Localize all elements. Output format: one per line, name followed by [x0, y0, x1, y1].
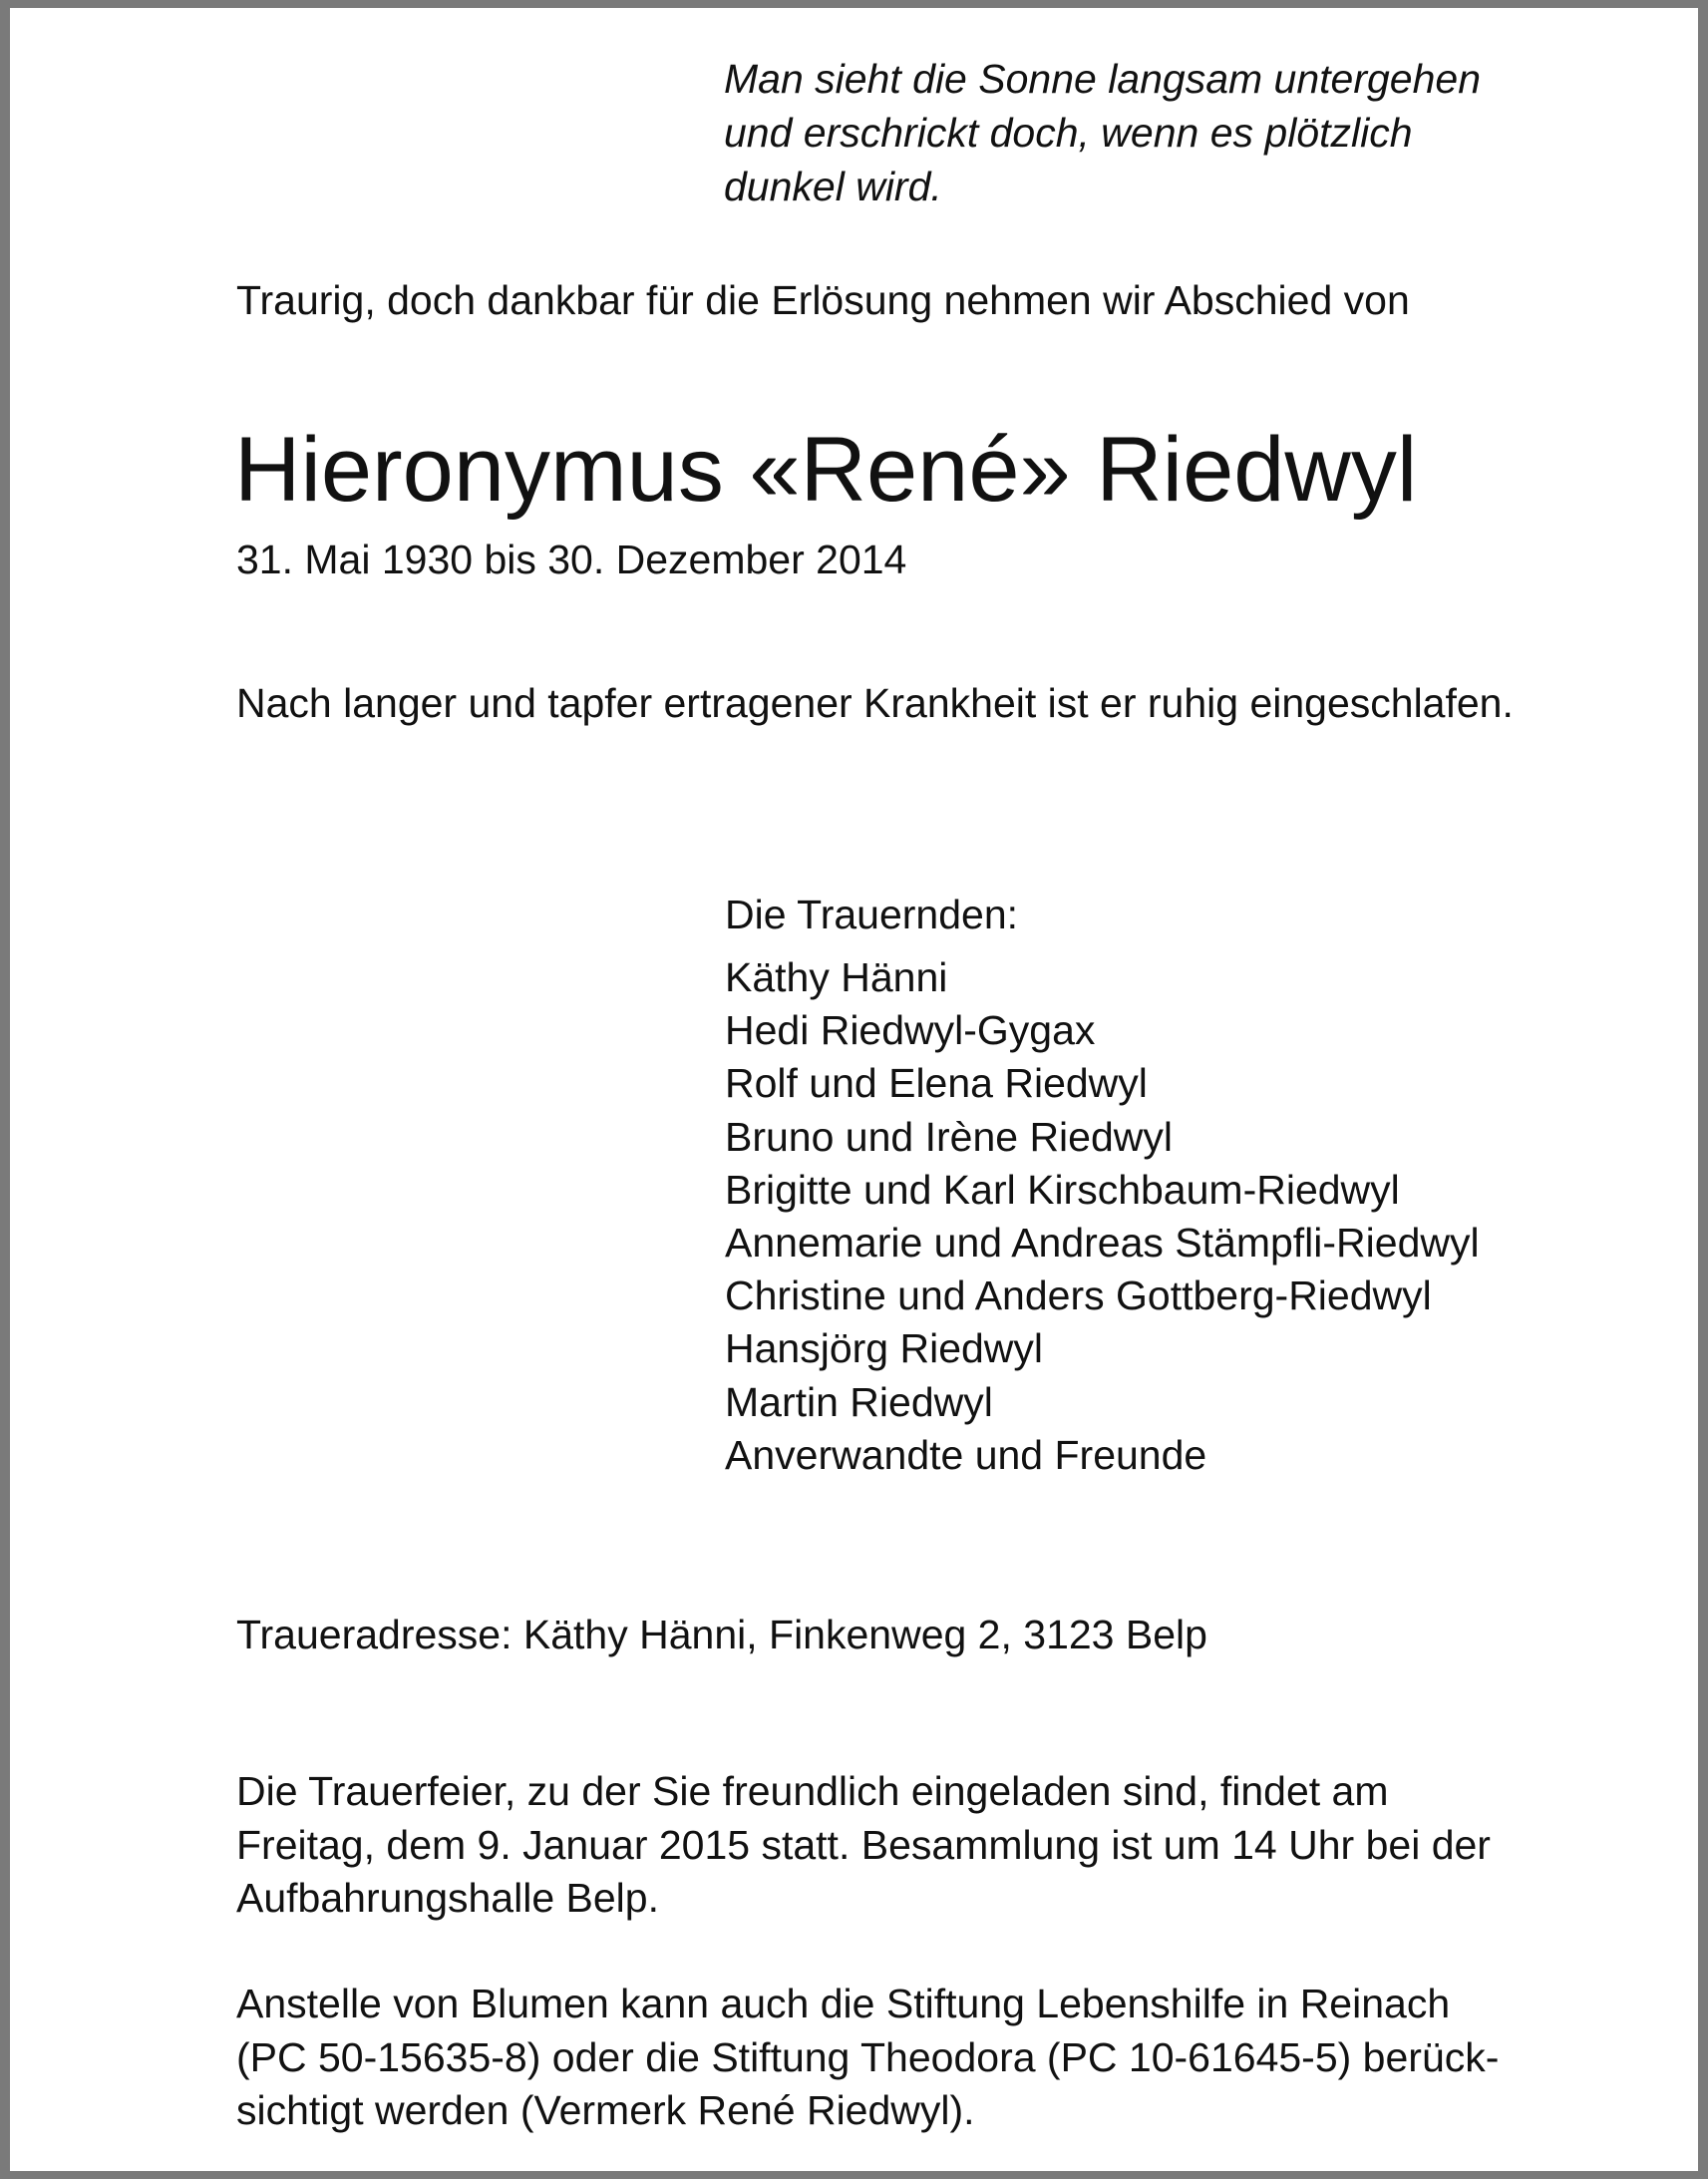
passing-statement: Nach langer und tapfer ertragener Krankheit ist er ruhig eingeschlafen.: [236, 680, 1514, 726]
donation-line: (PC 50-15635-8) oder die Stiftung Theodora (PC 10-61645-5) berück-: [236, 2033, 1500, 2080]
mourner-name: Brigitte und Karl Kirschbaum-Riedwyl: [725, 1166, 1400, 1213]
mourner-name: Hansjörg Riedwyl: [725, 1325, 1044, 1372]
mourners-heading: Die Trauernden:: [725, 892, 1019, 937]
motto-line: Man sieht die Sonne langsam untergehen: [724, 56, 1482, 102]
donation-line: Anstelle von Blumen kann auch die Stiftung Lebenshilfe in Reinach: [236, 1981, 1451, 2026]
mourners-section: [725, 888, 1480, 1482]
intro-text: Traurig, doch dankbar für die Erlösung nehmen wir Abschied von: [236, 277, 1410, 323]
mourner-name: Rolf und Elena Riedwyl: [725, 1060, 1148, 1107]
motto-line: und erschrickt doch, wenn es plötzlich: [724, 110, 1413, 156]
motto-line: dunkel wird.: [724, 164, 942, 209]
ceremony-line: Freitag, dem 9. Januar 2015 statt. Besammlung ist um 14 Uhr bei der: [236, 1821, 1491, 1868]
donation-line: sichtigt werden (Vermerk René Riedwyl).: [236, 2087, 975, 2133]
donation-info: [236, 1978, 1499, 2138]
deceased-name: Hieronymus «René» Riedwyl: [234, 419, 1418, 521]
mourners-list: [725, 951, 1480, 1482]
mourner-name: Annemarie und Andreas Stämpfli-Riedwyl: [725, 1220, 1480, 1267]
ceremony-line: Aufbahrungshalle Belp.: [236, 1875, 659, 1921]
ceremony-line: Die Trauerfeier, zu der Sie freundlich eingeladen sind, findet am: [236, 1768, 1389, 1814]
mourner-name: Bruno und Irène Riedwyl: [725, 1113, 1173, 1160]
mourner-name: Martin Riedwyl: [725, 1378, 993, 1425]
mourner-name: Hedi Riedwyl-Gygax: [725, 1007, 1096, 1054]
mourner-name: Käthy Hänni: [725, 954, 948, 1000]
mourner-name: Anverwandte und Freunde: [725, 1431, 1207, 1478]
mourning-address: Traueradresse: Käthy Hänni, Finkenweg 2, 3123 Belp: [236, 1612, 1207, 1657]
motto-quote: [724, 52, 1481, 213]
mourner-name: Christine und Anders Gottberg-Riedwyl: [725, 1272, 1432, 1319]
ceremony-info: [236, 1765, 1491, 1926]
life-dates: 31. Mai 1930 bis 30. Dezember 2014: [236, 537, 907, 582]
